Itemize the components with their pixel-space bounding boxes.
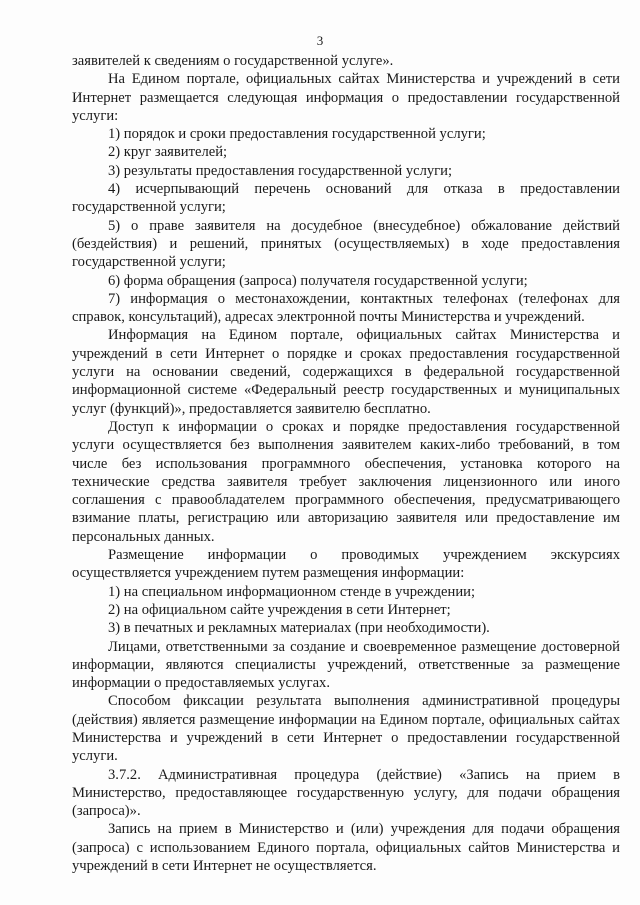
paragraph: На Едином портале, официальных сайтах Министерства и учреждений в сети Интернет размещается следующая информация о предоставлении государственной услуги:	[72, 71, 620, 124]
paragraph: Информация на Едином портале, официальных сайтах Министерства и учреждений в сети Интернет о порядке и сроках предоставления государственной услуги на основании сведений, содержащихся в федеральной государственной информационной системе «Федеральный реестр государственных и муниципальных услуг (функций)», предоставляется заявителю бесплатно.	[72, 327, 620, 417]
list-item: 1) на специальном информационном стенде в учреждении;	[108, 583, 475, 600]
paragraph: Способом фиксации результата выполнения административной процедуры (действия) является размещение информации на Едином портале, официальных сайтах Министерства и учреждений в сети Интернет о предоставлении государственной услуги.	[72, 693, 620, 765]
list-item: 3) в печатных и рекламных материалах (при необходимости).	[108, 620, 490, 637]
list-item: 6) форма обращения (запроса) получателя государственной услуги;	[108, 272, 528, 289]
paragraph: Размещение информации о проводимых учреждением экскурсиях осуществляется учреждением путем размещения информации:	[72, 547, 620, 582]
paragraph: Лицами, ответственными за создание и своевременное размещение достоверной информации, являются специалисты учреждений, ответственные за размещение информации о предоставляемых услугах.	[72, 638, 620, 692]
list-item: 1) порядок и сроки предоставления государственной услуги;	[108, 126, 486, 143]
list-item: 4) исчерпывающий перечень оснований для отказа в предоставлении государственной услуги;	[72, 181, 620, 216]
list-item: 2) на официальном сайте учреждения в сети Интернет;	[108, 601, 451, 618]
paragraph: заявителей к сведениям о государственной услуге».	[72, 53, 394, 69]
list-item: 7) информация о местонахождении, контактных телефонах (телефонах для справок, консультаций), адресах электронной почты Министерства и учреждений.	[72, 290, 620, 326]
list-item: 5) о праве заявителя на досудебное (внесудебное) обжалование действий (бездействия) и решений, принятых (осуществляемых) в ходе предоставления государственной услуги;	[72, 217, 620, 271]
list-item: 2) круг заявителей;	[108, 144, 228, 161]
page-number: 3	[316, 33, 324, 48]
list-item: 3) результаты предоставления государственной услуги;	[108, 162, 453, 179]
paragraph: Доступ к информации о сроках и порядке предоставления государственной услуги осуществляется без выполнения заявителем каких-либо требований, в том числе без использования программного обеспечения, установка которого на технические средства заявителя требует заключения лицензионного или иного соглашения с правообладателем программного обеспечения, предусматривающего взимание платы, регистрацию или авторизацию заявителя или предоставление им персональных данных.	[72, 418, 620, 545]
paragraph: Запись на прием в Министерство и (или) учреждения для подачи обращения (запроса) с использованием Единого портала, официальных сайтов Министерства и учреждений в сети Интернет не осуществляется.	[72, 821, 620, 875]
document-body	[72, 52, 620, 875]
section-heading: 3.7.2. Административная процедура (действие) «Запись на прием в Министерство, предоставляющее государственную услугу, для подачи обращения (запроса)».	[72, 766, 620, 820]
